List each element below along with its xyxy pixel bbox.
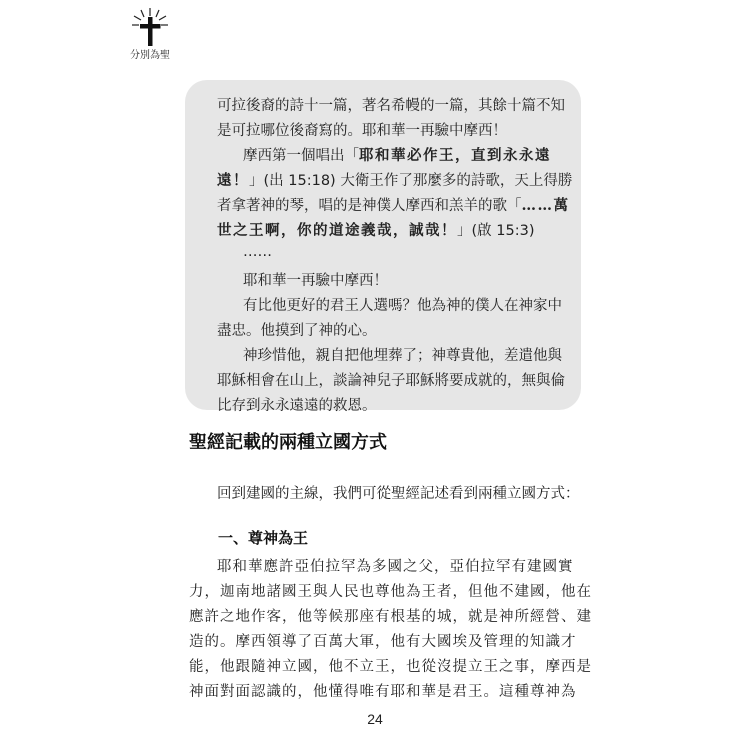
exodus-quote-end: 遠！ — [217, 172, 249, 189]
body-line-1: 耶和華應許亞伯拉罕為多國之父，亞伯拉罕有建國實 — [217, 559, 574, 575]
callout-line-9: 有比他更好的君王人選嗎？他為神的僕人在神家中 — [243, 298, 562, 314]
callout-line-11: 神珍惜他，親自把他埋葬了；神尊貴他，差遣他與 — [243, 348, 562, 364]
body-line-3: 應許之地作客，他等候那座有根基的城，就是神所經營、建 — [189, 609, 592, 625]
callout-line-13: 比存到永永遠遠的救恩。 — [217, 398, 377, 414]
callout-line-3 — [243, 144, 551, 165]
exodus-quote: 耶和華必作王，直到永永遠 — [359, 147, 551, 164]
section-intro: 回到建國的主線，我們可從聖經記述看到兩種立國方式： — [217, 486, 580, 502]
page-number: 24 — [367, 711, 383, 727]
revelation-quote: ……萬 — [521, 197, 570, 214]
callout-line-1: 可拉後裔的詩十一篇，著名希幔的一篇，其餘十篇不知 — [217, 98, 565, 114]
section-heading: 聖經記載的兩種立國方式 — [189, 432, 387, 453]
callout-line-6-rest: 」(啟 15:3) — [457, 223, 535, 239]
callout-line-4-rest: 」(出 15:18) 大衛王作了那麼多的詩歌，天上得勝 — [249, 173, 573, 189]
callout-line-3-lead: 摩西第一個唱出「 — [243, 148, 359, 164]
callout-ellipsis: …… — [243, 244, 272, 260]
callout-line-5-lead: 者拿著神的琴，唱的是神僕人摩西和羔羊的歌「 — [217, 198, 522, 214]
body-line-4: 造的。摩西領導了百萬大軍，他有大國埃及管理的知識才 — [189, 634, 577, 650]
logo-text: 分別為聖 — [130, 50, 170, 61]
book-logo — [118, 6, 182, 64]
body-line-2: 力，迦南地諸國王與人民也尊他為王者，但他不建國，他在 — [189, 584, 592, 600]
callout-line-5 — [217, 194, 570, 215]
callout-line-8: 耶和華一再驗中摩西！ — [243, 273, 388, 289]
callout-line-4 — [217, 169, 572, 190]
callout-line-2: 是可拉哪位後裔寫的。耶和華一再驗中摩西！ — [217, 123, 507, 139]
callout-line-6 — [217, 219, 534, 240]
body-line-6: 神面對面認識的，他懂得唯有耶和華是君王。這種尊神為 — [189, 684, 577, 700]
revelation-quote-end: 世之王啊，你的道途義哉，誠哉！ — [217, 222, 457, 239]
callout-line-12: 耶穌相會在山上，談論神兒子耶穌將要成就的，無與倫 — [217, 373, 565, 389]
subheading: 一、尊神為王 — [218, 529, 309, 547]
cross-rays-icon — [130, 6, 170, 46]
body-line-5: 能，他跟隨神立國，他不立王，也從沒提立王之事，摩西是 — [189, 659, 592, 675]
callout-line-10: 盡忠。他摸到了神的心。 — [217, 323, 377, 339]
